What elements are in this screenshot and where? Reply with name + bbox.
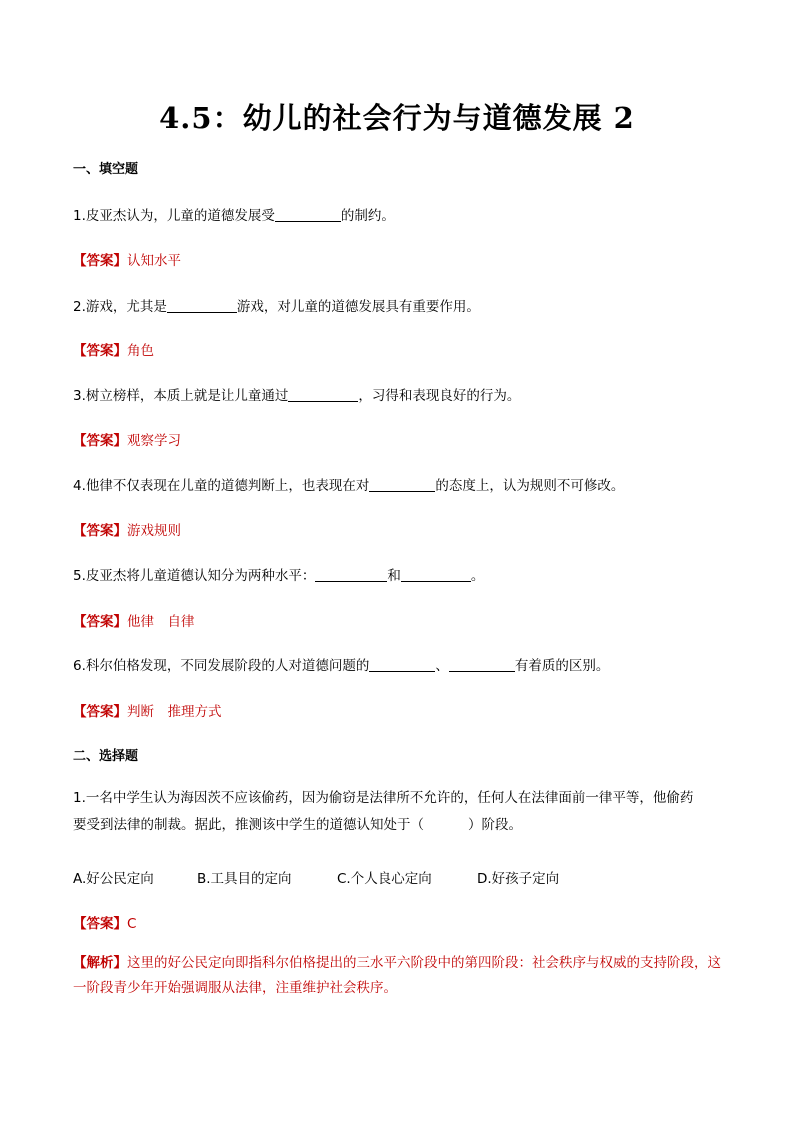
answer-blank xyxy=(315,567,387,582)
answer-blank xyxy=(167,298,237,313)
fill-question-4: 4.他律不仅表现在儿童的道德判断上，也表现在对 的态度上，认为规则不可修改。 xyxy=(73,478,625,494)
answer-blank xyxy=(369,477,435,492)
choice-answer-1: 【答案】C xyxy=(73,916,137,932)
fill-question-2: 2.游戏，尤其是 游戏，对儿童的道德发展具有重要作用。 xyxy=(73,299,480,315)
fill-answer-2: 【答案】角色 xyxy=(73,343,154,359)
answer-blank xyxy=(369,657,435,672)
option-c: C.个人良心定向 xyxy=(337,871,432,887)
fill-question-6: 6.科尔伯格发现，不同发展阶段的人对道德问题的 、 有着质的区别。 xyxy=(73,658,610,674)
answer-blank xyxy=(449,657,515,672)
choice-options xyxy=(73,867,559,887)
option-b: B.工具目的定向 xyxy=(197,871,292,887)
answer-blank xyxy=(288,387,358,402)
fill-question-3: 3.树立榜样，本质上就是让儿童通过 ，习得和表现良好的行为。 xyxy=(73,388,521,404)
fill-answer-5: 【答案】他律 自律 xyxy=(73,614,195,630)
option-a: A.好公民定向 xyxy=(73,871,154,887)
fill-answer-6: 【答案】判断 推理方式 xyxy=(73,704,222,720)
answer-blank xyxy=(401,567,471,582)
fill-question-5: 5.皮亚杰将儿童道德认知分为两种水平： 和 。 xyxy=(73,568,485,584)
section-heading-choice: 二、选择题 xyxy=(73,749,139,764)
page-title: 4.5：幼儿的社会行为与道德发展 2 xyxy=(159,101,635,135)
choice-explanation-1: 【解析】这里的好公民定向即指科尔伯格提出的三水平六阶段中的第四阶段：社会秩序与权威的支持阶段，这一阶段青少年开始强调服从法律，注重维护社会秩序。 xyxy=(73,955,721,996)
fill-answer-4: 【答案】游戏规则 xyxy=(73,523,181,539)
answer-blank xyxy=(275,207,341,222)
section-heading-fill: 一、填空题 xyxy=(73,162,139,177)
choice-question-1: 1.一名中学生认为海因茨不应该偷药，因为偷窃是法律所不允许的，任何人在法律面前一律平等，他偷药 要受到法律的制裁。据此，推测该中学生的道德认知处于（ ）阶段。 xyxy=(73,790,694,833)
fill-answer-1: 【答案】认知水平 xyxy=(73,253,181,269)
option-d: D.好孩子定向 xyxy=(477,871,560,887)
fill-answer-3: 【答案】观察学习 xyxy=(73,433,181,449)
fill-question-1: 1.皮亚杰认为，儿童的道德发展受 的制约。 xyxy=(73,208,395,224)
